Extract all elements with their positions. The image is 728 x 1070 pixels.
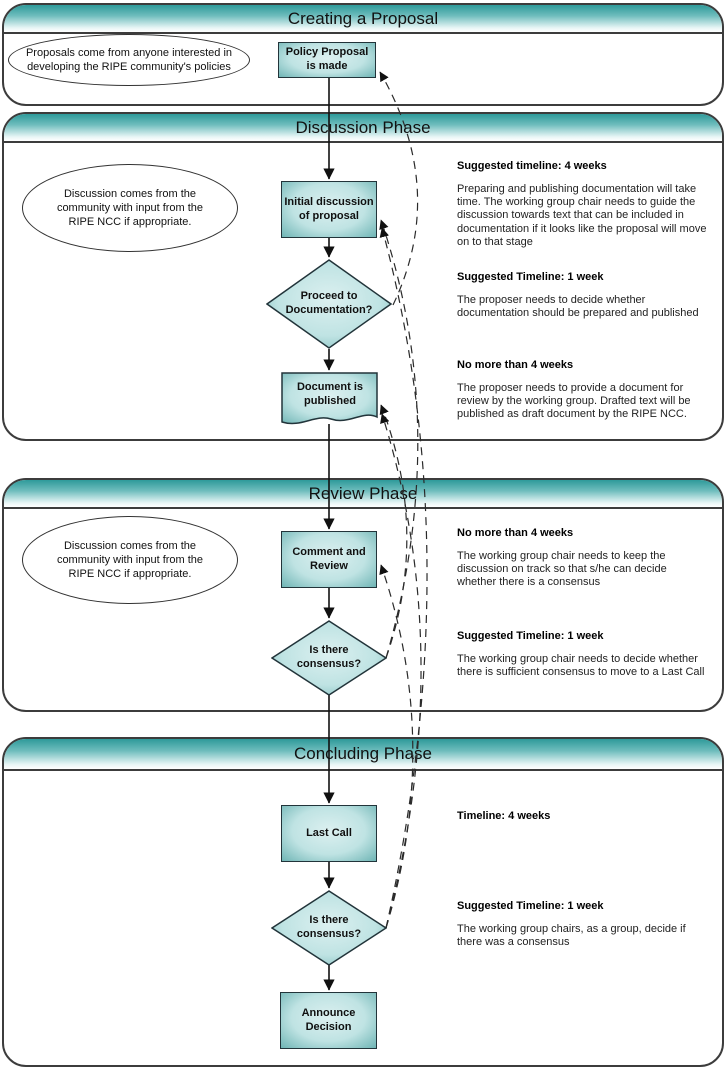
node-comment-review: Comment and Review — [281, 531, 377, 588]
note-proposals-origin: Proposals come from anyone interested in developing the RIPE community's policies — [8, 34, 250, 86]
annotation-heading: No more than 4 weeks — [457, 359, 574, 371]
phase-concluding-title: Concluding Phase — [294, 744, 432, 763]
node-review-consensus: Is there consensus? — [271, 620, 387, 696]
note-review-origin: Discussion comes from the community with input from the RIPE NCC if appropriate. — [22, 516, 238, 604]
node-initial-discussion: Initial discussion of proposal — [281, 181, 377, 238]
annotation-heading: No more than 4 weeks — [457, 527, 574, 539]
node-policy-proposal: Policy Proposal is made — [278, 42, 376, 78]
annotation-heading: Suggested Timeline: 1 week — [457, 900, 604, 912]
node-last-call: Last Call — [281, 805, 377, 862]
note-discussion-origin: Discussion comes from the community with input from the RIPE NCC if appropriate. — [22, 164, 238, 252]
annotation-heading: Timeline: 4 weeks — [457, 810, 551, 822]
phase-discussion-title: Discussion Phase — [295, 117, 431, 137]
node-announce-decision: Announce Decision — [280, 992, 377, 1049]
annotation-body: The working group chairs, as a group, decide if there was a consensus — [457, 923, 686, 949]
annotation-heading: Suggested Timeline: 1 week — [457, 271, 604, 283]
annotation-body: The proposer needs to provide a document for review by the working group. Drafted text will be published as draft document by the RIPE NCC. — [457, 382, 691, 421]
node-proceed-decision: Proceed to Documentation? — [266, 259, 392, 349]
node-document-published: Document is published — [281, 372, 379, 430]
phase-review-title: Review Phase — [308, 483, 418, 503]
feedback-concluding-to-document — [382, 414, 421, 928]
annotation-body: The working group chair needs to keep the discussion on track so that s/he can decide whether there is a consensus — [457, 550, 667, 589]
annotation-body: The proposer needs to decide whether documentation should be prepared and published — [457, 294, 699, 320]
node-concluding-consensus: Is there consensus? — [271, 890, 387, 966]
phase-creating-title: Creating a Proposal — [287, 8, 439, 28]
annotation-body: The working group chair needs to decide whether there is sufficient consensus to move to a Last Call — [457, 653, 705, 679]
annotation-heading: Suggested timeline: 4 weeks — [457, 160, 607, 172]
feedback-arrows — [380, 72, 427, 928]
annotation-body: Preparing and publishing documentation will take time. The working group chair needs to guide the discussion towards text that can be included in documentation if it looks like the proposal will move on to that stage — [457, 183, 707, 248]
annotation-heading: Suggested Timeline: 1 week — [457, 630, 604, 642]
